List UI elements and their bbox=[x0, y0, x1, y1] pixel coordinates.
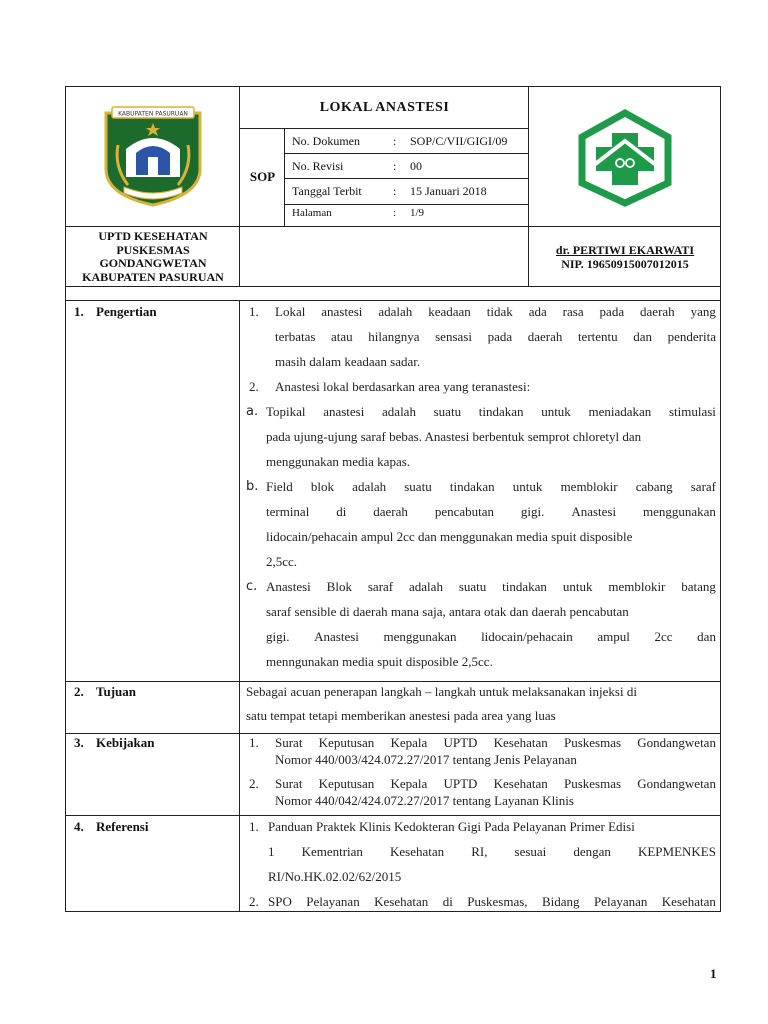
text-line: Nomor 440/003/424.072.27/2017 tentang Jenis Pelayanan bbox=[275, 752, 577, 767]
list-marker: 1. bbox=[249, 304, 259, 319]
word: dan bbox=[633, 329, 653, 344]
list-marker: 2. bbox=[249, 379, 259, 394]
word: Gondangwetan bbox=[637, 776, 716, 791]
word: tindakan bbox=[478, 404, 524, 419]
word: pada bbox=[599, 304, 625, 319]
word: adalah bbox=[352, 479, 387, 494]
list-marker: 2. bbox=[249, 776, 259, 791]
word: tertentu bbox=[577, 329, 618, 344]
word: blok bbox=[310, 479, 335, 494]
meta-separator: : bbox=[393, 184, 397, 198]
text-line: menggunakan media kapas. bbox=[266, 454, 411, 469]
document-title: LOKAL ANASTESI bbox=[319, 99, 450, 115]
word: lidocain/pehacain bbox=[481, 629, 573, 644]
word: Puskesmas bbox=[563, 776, 622, 791]
word: Kesehatan bbox=[493, 776, 548, 791]
word: suatu bbox=[404, 479, 432, 494]
text-line: masih dalam keadaan sadar. bbox=[275, 354, 421, 369]
text-line bbox=[275, 329, 716, 345]
word: adalah bbox=[378, 304, 413, 319]
word: Keputusan bbox=[318, 776, 375, 791]
org-line: GONDANGWETAN bbox=[99, 256, 207, 270]
text-line: 2,5cc. bbox=[266, 554, 298, 569]
signer-nip: NIP. 19650915007012015 bbox=[561, 257, 689, 271]
section-title: Pengertian bbox=[96, 304, 157, 319]
word: ada bbox=[528, 304, 547, 319]
emblem-banner-text: KABUPATEN PASURUAN bbox=[118, 110, 188, 118]
word: saraf bbox=[367, 579, 394, 594]
word: Puskesmas, bbox=[467, 894, 528, 909]
section-label-pengertian bbox=[74, 304, 157, 320]
word: Field bbox=[266, 479, 293, 494]
signer-name: dr. PERTIWI EKARWATI bbox=[555, 243, 695, 257]
word: untuk bbox=[512, 479, 543, 494]
section-number: 3. bbox=[74, 735, 84, 750]
section-number: 1. bbox=[74, 304, 84, 319]
meta-key: No. Dokumen bbox=[292, 134, 360, 148]
word: 2cc bbox=[654, 629, 673, 644]
word: penderita bbox=[667, 329, 716, 344]
word: dan bbox=[697, 629, 716, 644]
word: Kesehatan bbox=[374, 894, 429, 909]
word: anastesi bbox=[321, 304, 363, 319]
organization-name bbox=[66, 226, 240, 288]
word: adalah bbox=[382, 404, 416, 419]
text-line: RI/No.HK.02.02/62/2015 bbox=[268, 869, 402, 884]
list-marker: c. bbox=[246, 579, 258, 594]
list-marker: a. bbox=[246, 404, 259, 419]
word: tidak bbox=[486, 304, 513, 319]
meta-separator: : bbox=[393, 134, 397, 148]
puskesmas-logo bbox=[529, 87, 721, 226]
word: untuk bbox=[541, 404, 571, 419]
section-number: 4. bbox=[74, 819, 84, 834]
text-line: Anastesi lokal berdasarkan area yang teranastesi: bbox=[275, 379, 531, 394]
text-line: lidocain/pehacain ampul 2cc dan menggunakan media spuit disposible bbox=[266, 529, 633, 544]
word: Anastesi bbox=[314, 629, 359, 644]
word: saraf bbox=[690, 479, 716, 494]
meta-value: 1/9 bbox=[410, 207, 425, 219]
word: Kesehatan bbox=[390, 844, 445, 859]
text-line: satu tempat tetapi memberikan anestesi pada area yang luas bbox=[246, 708, 556, 723]
word: hilangnya bbox=[368, 329, 420, 344]
word: Kepala bbox=[390, 776, 428, 791]
word: Lokal bbox=[275, 304, 306, 319]
word: UPTD bbox=[443, 776, 478, 791]
meta-value: 00 bbox=[410, 159, 422, 173]
word: untuk bbox=[562, 579, 593, 594]
word: anastesi bbox=[323, 404, 365, 419]
word: suatu bbox=[433, 404, 462, 419]
section-label-kebijakan bbox=[74, 735, 155, 751]
word: daerah bbox=[373, 504, 408, 519]
text-line: Nomor 440/042/424.072.27/2017 tentang Layanan Klinis bbox=[275, 793, 574, 808]
word: Blok bbox=[326, 579, 352, 594]
word: Anastesi bbox=[266, 579, 311, 594]
word: suatu bbox=[458, 579, 487, 594]
word: tindakan bbox=[449, 479, 495, 494]
word: RI, bbox=[471, 844, 488, 859]
text-line: saraf sensible di daerah mana saja, antara otak dan daerah pencabutan bbox=[266, 604, 629, 619]
org-line: KABUPATEN PASURUAN bbox=[82, 269, 224, 284]
word: UPTD bbox=[443, 735, 478, 750]
text-line bbox=[268, 844, 716, 860]
word: SPO bbox=[268, 894, 292, 909]
text-line: menngunakan media spuit disposible 2,5cc. bbox=[266, 654, 493, 669]
section-label-referensi bbox=[74, 819, 148, 835]
word: keadaan bbox=[428, 304, 471, 319]
word: sesuai bbox=[514, 844, 547, 859]
sop-label: SOP bbox=[249, 169, 276, 184]
section-label-tujuan bbox=[74, 684, 136, 700]
text-line: Sebagai acuan penerapan langkah – langkah untuk melaksanakan injeksi di bbox=[246, 684, 637, 699]
word: sensasi bbox=[435, 329, 472, 344]
meta-value: 15 Januari 2018 bbox=[410, 184, 487, 198]
section-title: Tujuan bbox=[96, 684, 136, 699]
word: menggunakan bbox=[643, 504, 716, 519]
meta-separator: : bbox=[393, 207, 397, 219]
word: Gondangwetan bbox=[637, 735, 716, 750]
text-line bbox=[266, 504, 716, 520]
meta-separator: : bbox=[393, 159, 397, 173]
word: Bidang bbox=[541, 894, 580, 909]
word: batang bbox=[681, 579, 716, 594]
word: adalah bbox=[409, 579, 443, 594]
word: meniadakan bbox=[588, 404, 652, 419]
page-number: 1 bbox=[710, 966, 717, 981]
word: gigi. bbox=[520, 504, 545, 519]
word: KEPMENKES bbox=[637, 844, 716, 859]
list-marker: 1. bbox=[249, 735, 259, 750]
signatory-block bbox=[529, 226, 721, 288]
meta-key: Tanggal Terbit bbox=[292, 184, 362, 198]
word: Puskesmas bbox=[563, 735, 622, 750]
word: Surat bbox=[275, 776, 303, 791]
word: gigi. bbox=[266, 629, 290, 644]
org-line: UPTD KESEHATAN bbox=[98, 229, 208, 243]
word: daerah bbox=[640, 304, 675, 319]
word: Topikal bbox=[266, 404, 306, 419]
meta-key: No. Revisi bbox=[292, 159, 344, 173]
word: Surat bbox=[275, 735, 303, 750]
word: Kepala bbox=[390, 735, 428, 750]
text-line: Panduan Praktek Klinis Kedokteran Gigi Pada Pelayanan Primer Edisi bbox=[268, 819, 635, 834]
word: stimulasi bbox=[668, 404, 716, 419]
section-content-pengertian bbox=[246, 304, 716, 681]
word: Kesehatan bbox=[493, 735, 548, 750]
kabupaten-pasuruan-emblem bbox=[66, 87, 240, 226]
text-line: pada ujung-ujung saraf bebas. Anastesi berbentuk semprot chloretyl dan bbox=[266, 429, 642, 444]
text-line bbox=[275, 735, 716, 751]
meta-value: SOP/C/VII/GIGI/09 bbox=[410, 134, 508, 148]
list-marker: 2. bbox=[249, 894, 259, 909]
word: tindakan bbox=[502, 579, 547, 594]
word: rasa bbox=[562, 304, 584, 319]
word: menggunakan bbox=[383, 629, 457, 644]
word: terminal bbox=[266, 504, 310, 519]
word: Kesehatan bbox=[661, 894, 716, 909]
word: pencabutan bbox=[434, 504, 495, 519]
word: di bbox=[442, 894, 453, 909]
word: daerah bbox=[527, 329, 563, 344]
word: Kementrian bbox=[301, 844, 363, 859]
list-marker: 1. bbox=[249, 819, 259, 834]
text-line bbox=[266, 579, 716, 595]
word: Pelayanan bbox=[593, 894, 648, 909]
sop-body-table bbox=[65, 287, 721, 912]
org-line: PUSKESMAS bbox=[116, 242, 190, 257]
text-line bbox=[266, 479, 716, 495]
text-line bbox=[268, 894, 716, 910]
text-line bbox=[275, 776, 716, 792]
meta-key: Halaman bbox=[292, 207, 332, 219]
word: Pelayanan bbox=[306, 894, 360, 909]
word: memblokir bbox=[608, 579, 666, 594]
section-number: 2. bbox=[74, 684, 84, 699]
word: cabang bbox=[635, 479, 673, 494]
word: atau bbox=[331, 329, 353, 344]
word: terbatas bbox=[275, 329, 316, 344]
word: Keputusan bbox=[318, 735, 375, 750]
word: pada bbox=[487, 329, 513, 344]
sop-header-table bbox=[65, 86, 721, 287]
word: di bbox=[336, 504, 347, 519]
word: Anastesi bbox=[571, 504, 617, 519]
list-marker: b. bbox=[246, 479, 259, 494]
word: ampul bbox=[597, 629, 630, 644]
text-line bbox=[275, 304, 716, 320]
text-line bbox=[266, 629, 716, 645]
text-line bbox=[266, 404, 716, 420]
section-title: Kebijakan bbox=[96, 735, 155, 750]
word: memblokir bbox=[560, 479, 618, 494]
word: dengan bbox=[573, 844, 611, 859]
section-title: Referensi bbox=[96, 819, 149, 834]
word: 1 bbox=[268, 844, 275, 859]
word: yang bbox=[690, 304, 716, 319]
